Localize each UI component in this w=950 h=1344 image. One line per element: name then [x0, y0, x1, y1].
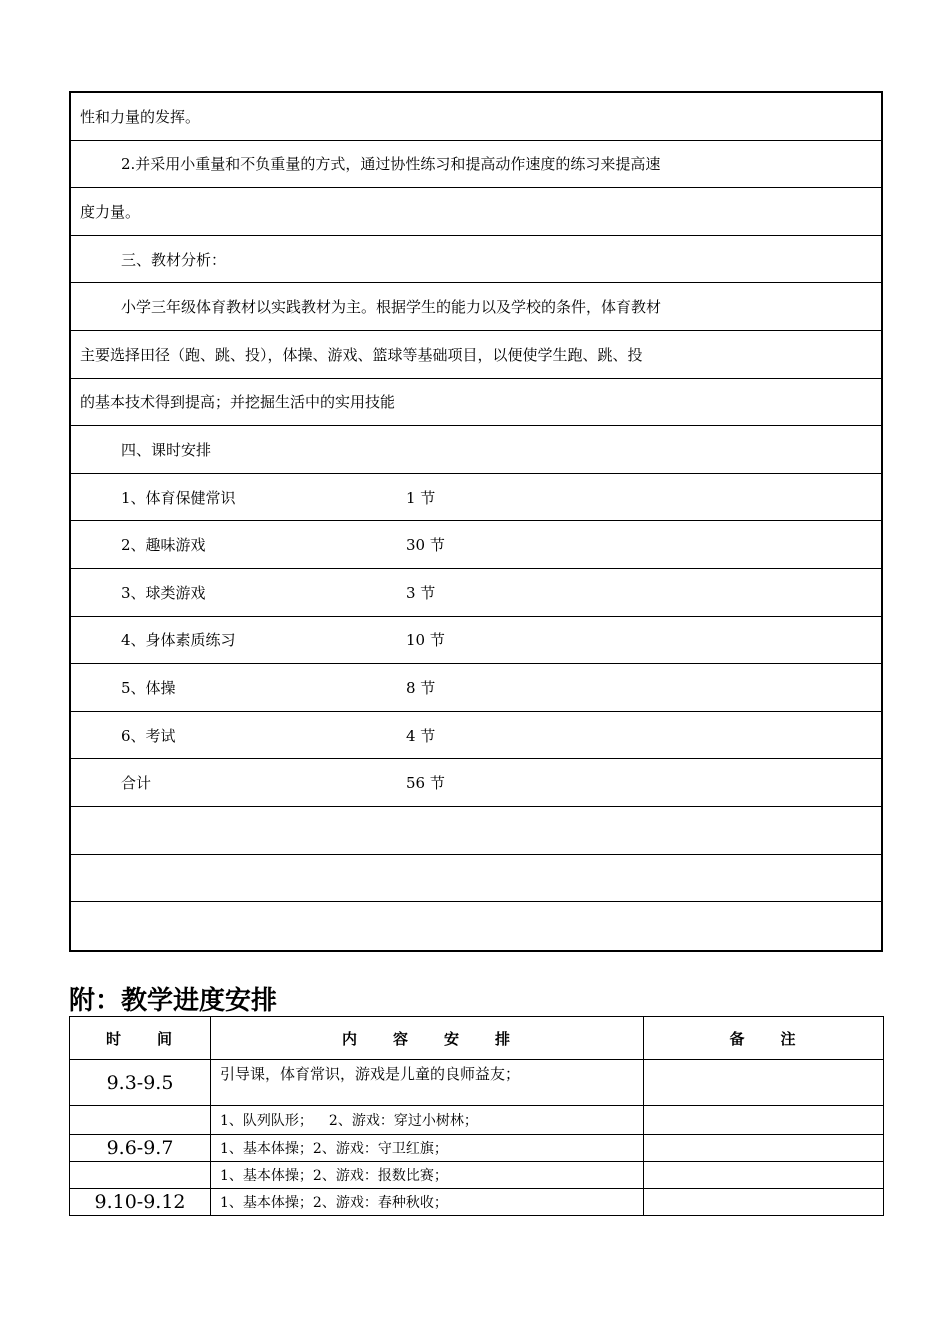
lesson-item-row — [71, 712, 881, 760]
plan-text: 度力量。 — [80, 202, 141, 221]
header-content: 内 容 安 排 — [211, 1017, 644, 1060]
plan-row — [71, 379, 881, 427]
schedule-content: 1、基本体操；2、游戏：春种秋收； — [211, 1189, 644, 1216]
schedule-content: 1、基本体操；2、游戏：报数比赛； — [211, 1162, 644, 1189]
schedule-content — [211, 1106, 644, 1135]
section-title-material-analysis: 三、教材分析： — [121, 250, 227, 269]
lesson-item-row — [71, 617, 881, 665]
lesson-item-name: 4、身体素质练习 — [121, 631, 236, 650]
lesson-item-count: 30 节 — [406, 536, 445, 555]
schedule-time — [70, 1162, 211, 1189]
schedule-row — [70, 1189, 884, 1216]
lesson-item-name: 2、趣味游戏 — [121, 536, 206, 555]
plan-text: 2.并采用小重量和不负重量的方式，通过协性练习和提高动作速度的练习来提高速 — [121, 155, 661, 174]
empty-row — [71, 855, 881, 903]
plan-row — [71, 236, 881, 284]
schedule-time: 9.10-9.12 — [70, 1189, 211, 1216]
plan-text: 主要选择田径（跑、跳、投），体操、游戏、篮球等基础项目，以便使学生跑、跳、投 — [80, 345, 643, 364]
schedule-time: 9.3-9.5 — [70, 1060, 211, 1106]
schedule-note — [644, 1162, 884, 1189]
empty-row — [71, 902, 881, 950]
lesson-item-count: 3 节 — [406, 583, 436, 602]
schedule-content: 1、基本体操；2、游戏：守卫红旗； — [211, 1135, 644, 1162]
lesson-item-name: 3、球类游戏 — [121, 583, 206, 602]
lesson-item-name: 6、考试 — [121, 726, 176, 745]
plan-row — [71, 426, 881, 474]
lesson-item-count: 4 节 — [406, 726, 436, 745]
empty-row — [71, 807, 881, 855]
lesson-item-name: 5、体操 — [121, 678, 176, 697]
schedule-note — [644, 1135, 884, 1162]
teaching-plan-table — [69, 91, 883, 952]
schedule-heading: 附：教学进度安排 — [69, 986, 278, 1016]
schedule-header-row — [70, 1017, 884, 1060]
plan-text: 性和力量的发挥。 — [80, 107, 201, 126]
section-title-lesson-schedule: 四、课时安排 — [121, 440, 212, 459]
schedule-note — [644, 1060, 884, 1106]
lesson-item-row — [71, 569, 881, 617]
plan-row — [71, 331, 881, 379]
schedule-content: 引导课，体育常识，游戏是儿童的良师益友； — [211, 1060, 644, 1106]
plan-row — [71, 283, 881, 331]
plan-row — [71, 141, 881, 189]
lesson-item-count: 1 节 — [406, 488, 436, 507]
header-time: 时 间 — [70, 1017, 211, 1060]
lesson-item-count: 8 节 — [406, 678, 436, 697]
schedule-row — [70, 1106, 884, 1135]
schedule-note — [644, 1106, 884, 1135]
lesson-item-row — [71, 521, 881, 569]
schedule-row — [70, 1135, 884, 1162]
schedule-time — [70, 1106, 211, 1135]
lesson-item-row — [71, 664, 881, 712]
schedule-table — [69, 1016, 884, 1216]
lesson-item-count: 10 节 — [406, 631, 445, 650]
plan-row — [71, 188, 881, 236]
schedule-time: 9.6-9.7 — [70, 1135, 211, 1162]
plan-text: 小学三年级体育教材以实践教材为主。根据学生的能力以及学校的条件，体育教材 — [121, 298, 662, 317]
lesson-total-label: 合计 — [121, 774, 152, 793]
schedule-note — [644, 1189, 884, 1216]
schedule-row — [70, 1162, 884, 1189]
plan-row — [71, 93, 881, 141]
header-note: 备 注 — [644, 1017, 884, 1060]
lesson-total-count: 56 节 — [406, 774, 445, 793]
schedule-row — [70, 1060, 884, 1106]
lesson-total-row — [71, 759, 881, 807]
schedule-content-part: 1、队列队形； — [220, 1113, 313, 1129]
plan-text: 的基本技术得到提高；并挖掘生活中的实用技能 — [80, 393, 396, 412]
lesson-item-name: 1、体育保健常识 — [121, 488, 236, 507]
schedule-content-part: 2、游戏：穿过小树林； — [328, 1113, 478, 1129]
lesson-item-row — [71, 474, 881, 522]
